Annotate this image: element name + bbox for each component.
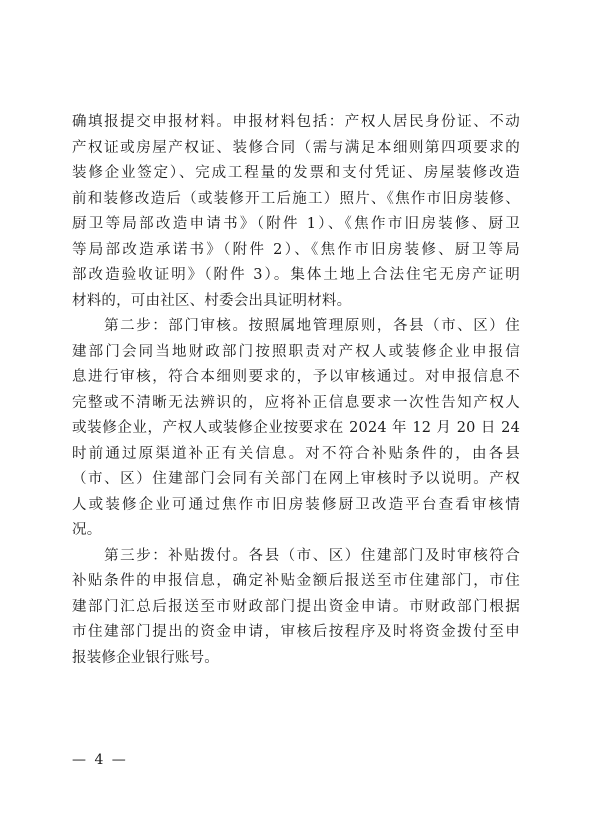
text-line: 建部门汇总后报送至市财政部门提出资金申请。市财政部门根据 [72,598,520,615]
page-number: — 4 — [72,752,128,768]
document-body [72,110,520,671]
text-line: 第三步：补贴拨付。各县（市、区）住建部门及时审核符合 [72,547,520,564]
text-line: 材料的，可由社区、村委会出具证明材料。 [72,292,352,309]
text-line: 补贴条件的申报信息，确定补贴金额后报送至市住建部门，市住 [72,573,520,589]
text-line: 第二步：部门审核。按照属地管理原则，各县（市、区）住 [72,318,520,334]
text-line: 报装修企业银行账号。 [72,649,219,666]
text-line: 完整或不清晰无法辨识的，应将补正信息要求一次性告知产权人 [72,394,520,411]
text-line: 厨卫等局部改造申请书》（附件 1）、《焦作市旧房装修、厨卫 [72,216,520,232]
text-line: 息进行审核，符合本细则要求的，予以审核通过。对申报信息不 [72,369,520,385]
text-line: 或装修企业，产权人或装修企业按要求在 2024 年 12 月 20 日 24 [72,420,520,436]
text-line: 部改造验收证明》（附件 3）。集体土地上合法住宅无房产证明 [72,267,520,283]
text-line: 况。 [72,522,102,538]
text-line: 等局部改造承诺书》（附件 2）、《焦作市旧房装修、厨卫等局 [72,241,520,258]
text-line: （市、区）住建部门会同有关部门在网上审核时予以说明。产权 [72,471,520,487]
text-line: 产权证或房屋产权证、装修合同（需与满足本细则第四项要求的 [72,139,520,156]
text-line: 时前通过原渠道补正有关信息。对不符合补贴条件的，由各县 [72,445,520,462]
text-line: 装修企业签定）、完成工程量的发票和支付凭证、房屋装修改造 [72,165,520,181]
text-line: 建部门会同当地财政部门按照职责对产权人或装修企业申报信 [72,343,520,360]
text-line: 市住建部门提出的资金申请，审核后按程序及时将资金拨付至申 [72,624,520,640]
text-line: 确填报提交申报材料。申报材料包括：产权人居民身份证、不动 [72,114,520,130]
text-line: 前和装修改造后（或装修开工后施工）照片、《焦作市旧房装修、 [72,190,520,207]
text-line: 人或装修企业可通过焦作市旧房装修厨卫改造平台查看审核情 [72,496,520,513]
